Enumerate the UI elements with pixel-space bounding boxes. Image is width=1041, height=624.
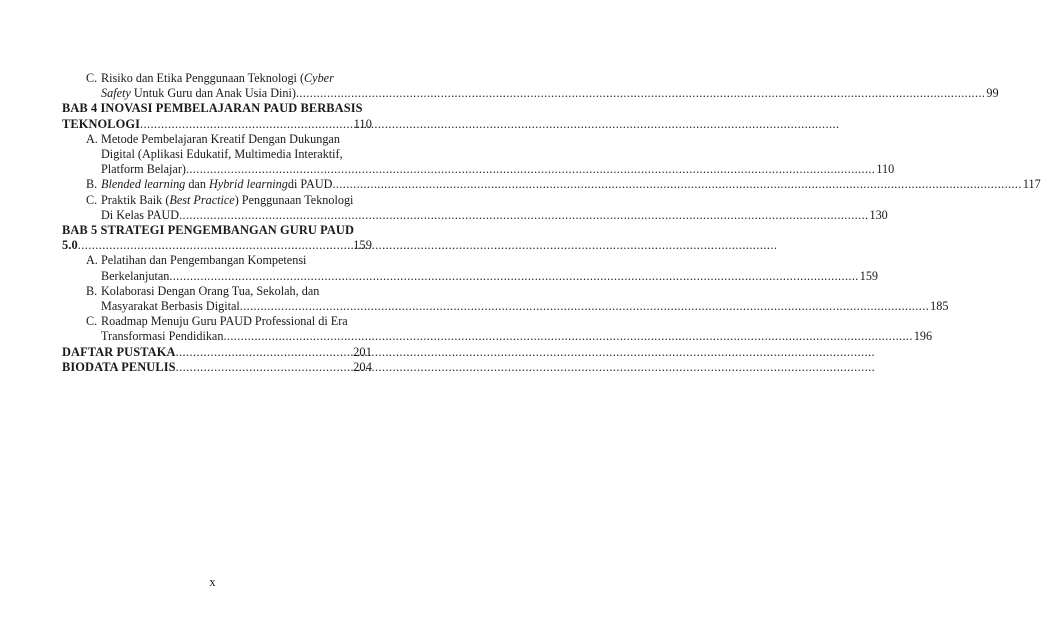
toc-entry-italic: Safety (101, 86, 131, 101)
dot-leader (169, 269, 858, 284)
toc-entry-line (101, 71, 999, 86)
dot-leader (223, 329, 912, 344)
toc-entry-roadmap (62, 314, 933, 344)
toc-entry-letter: A. (86, 253, 98, 268)
toc-entry-pelatihan (62, 253, 879, 283)
toc-chapter-daftar-pustaka (62, 345, 372, 360)
toc-chapter-biodata (62, 360, 372, 375)
toc-entry-text: ) Penggunaan Teknologi (234, 192, 354, 207)
toc-page-number: 117 (1022, 177, 1041, 192)
toc-entry-line (101, 299, 948, 314)
toc-entry-text: di PAUD (287, 177, 333, 192)
toc-entry-letter: A. (86, 131, 98, 146)
toc-entry-line (101, 177, 1041, 192)
toc-entry-risiko-etika (62, 71, 999, 101)
toc-entry-text: Untuk Guru dan Anak Usia Dini) (130, 86, 296, 101)
toc-entry-letter: B. (86, 283, 98, 298)
toc-entry-line (62, 345, 372, 360)
toc-entry-line (101, 86, 999, 101)
toc-page-number: 130 (869, 207, 888, 222)
toc-entry-text: Roadmap Menuju Guru PAUD Professional di Era (101, 314, 348, 329)
toc-entry-text: Di Kelas PAUD (101, 207, 180, 222)
dot-leader (176, 345, 353, 360)
toc-entry-letter: B. (86, 177, 98, 192)
dot-leader (296, 86, 985, 101)
toc-entry-letter: C. (86, 192, 98, 207)
toc-entry-line (101, 193, 888, 208)
toc-entry-italic: Cyber (304, 71, 334, 85)
toc-entry-text: Kolaborasi Dengan Orang Tua, Sekolah, dan (101, 283, 320, 298)
toc-entry-italic: Blended learning (101, 177, 186, 192)
toc-entry-letter: C. (86, 314, 98, 329)
toc-chapter-title: BAB 5 STRATEGI PENGEMBANGAN GURU PAUD (62, 223, 355, 238)
toc-page-number: 110 (353, 116, 372, 131)
toc-entry-line (62, 238, 372, 253)
toc-page-number: 204 (353, 359, 372, 374)
toc-chapter-title: BIODATA PENULIS (62, 359, 176, 374)
dot-leader (240, 299, 929, 314)
toc-chapter-bab4 (62, 101, 372, 131)
toc-page-number: 196 (913, 329, 933, 344)
toc-chapter-bab5 (62, 223, 372, 253)
toc-entry-kolaborasi (62, 283, 949, 314)
page-number: x (209, 575, 216, 589)
toc-entry-text: Pelatihan dan Pengembangan Kompetensi (101, 253, 307, 268)
toc-page-number: 201 (353, 344, 372, 359)
toc-entry-line (101, 162, 894, 177)
toc-page-number: 99 (986, 86, 999, 101)
toc-page-number: 159 (859, 268, 879, 283)
toc-entry-text: Praktik Baik ( (101, 192, 170, 207)
dot-leader (78, 238, 352, 253)
toc-page-number: 110 (876, 162, 895, 177)
toc-entry-line (101, 208, 888, 223)
toc-entry-metode (62, 131, 895, 178)
toc-entry-line (101, 269, 878, 284)
toc-entry-text: Berkelanjutan (101, 268, 170, 283)
toc-entry-italic: Best Practice (169, 192, 235, 207)
dot-leader (186, 162, 875, 177)
toc-entry-italic: Hybrid learning (208, 177, 288, 192)
table-of-contents (62, 71, 1041, 375)
toc-entry-text: Metode Pembelajaran Kreatif Dengan Dukungan (101, 131, 340, 146)
toc-entry-text: Transformasi Pendidikan (101, 329, 224, 344)
toc-entry-line (101, 329, 932, 344)
toc-entry-line (62, 117, 372, 132)
toc-entry-text: Risiko dan Etika Penggunaan Teknologi ( (101, 71, 305, 85)
toc-chapter-title: DAFTAR PUSTAKA (62, 344, 176, 359)
toc-entry-text: dan (185, 177, 209, 192)
dot-leader (179, 208, 868, 223)
toc-entry-praktik (62, 192, 888, 223)
toc-chapter-title: TEKNOLOGI (62, 116, 141, 131)
toc-chapter-title: 5.0 (62, 238, 78, 253)
toc-entry-blended (62, 177, 1041, 192)
toc-entry-text: Platform Belajar) (101, 162, 186, 177)
dot-leader (176, 360, 352, 375)
toc-entry-letter: C. (86, 71, 98, 85)
toc-entry-line (62, 360, 372, 375)
dot-leader (332, 177, 1021, 192)
dot-leader (140, 117, 353, 132)
toc-entry-text: Digital (Aplikasi Edukatif, Multimedia Interaktif, (101, 147, 343, 162)
toc-page-number: 185 (930, 299, 949, 314)
toc-chapter-title: BAB 4 INOVASI PEMBELAJARAN PAUD BERBASIS (62, 101, 363, 116)
toc-page-number: 159 (353, 238, 372, 253)
toc-entry-text: Masyarakat Berbasis Digital (101, 299, 240, 314)
